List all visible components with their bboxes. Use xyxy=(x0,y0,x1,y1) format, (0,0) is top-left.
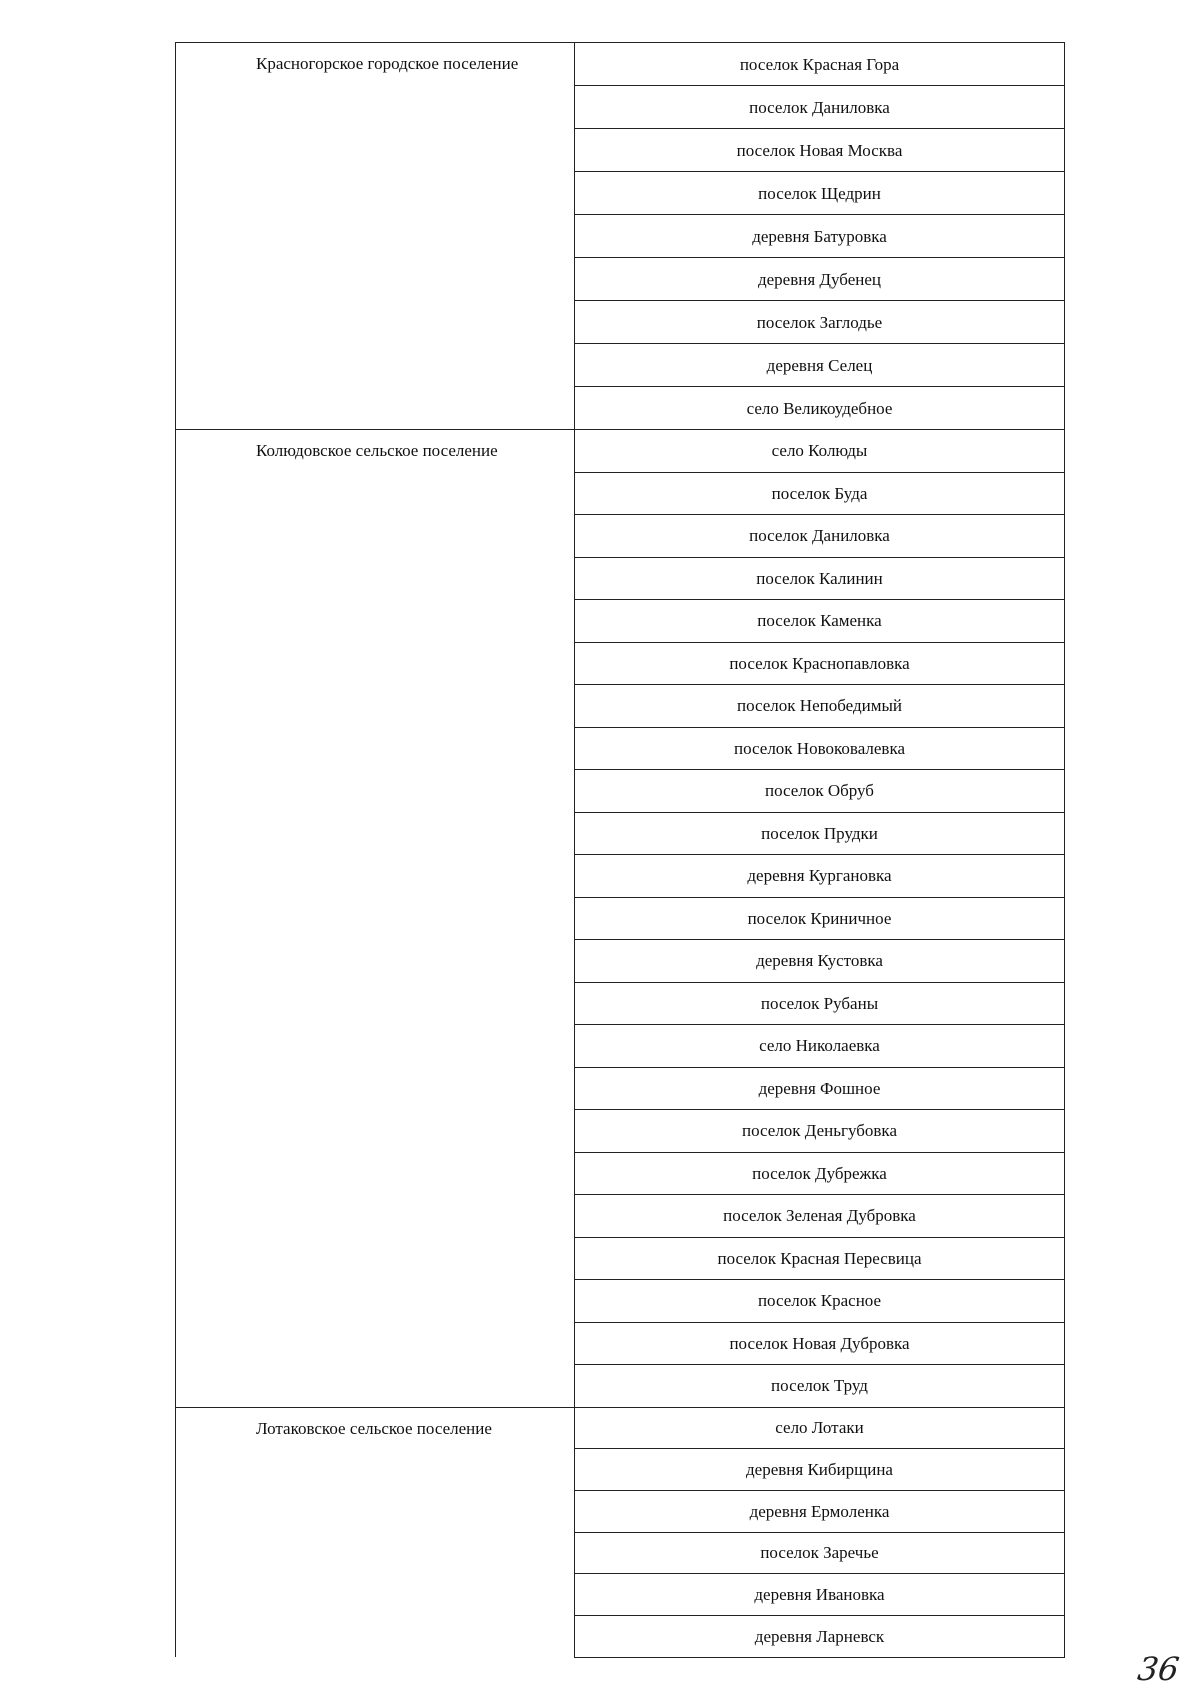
locality-cell: поселок Даниловка xyxy=(575,515,1065,558)
locality-cell: поселок Даниловка xyxy=(575,86,1065,129)
locality-cell: село Николаевка xyxy=(575,1025,1065,1068)
locality-cell: поселок Дубрежка xyxy=(575,1152,1065,1195)
table-row xyxy=(176,1407,1065,1449)
locality-cell: село Лотаки xyxy=(575,1407,1065,1449)
locality-cell: деревня Ивановка xyxy=(575,1574,1065,1616)
locality-cell: поселок Рубаны xyxy=(575,982,1065,1025)
settlements-table xyxy=(175,42,1065,1658)
settlement-name: Красногорское городское поселение xyxy=(176,43,575,430)
locality-cell: поселок Новая Москва xyxy=(575,129,1065,172)
locality-cell: поселок Деньгубовка xyxy=(575,1110,1065,1153)
locality-cell: деревня Ларневск xyxy=(575,1615,1065,1657)
locality-cell: поселок Щедрин xyxy=(575,172,1065,215)
locality-cell: деревня Ермоленка xyxy=(575,1490,1065,1532)
locality-cell: поселок Заречье xyxy=(575,1532,1065,1574)
locality-cell: поселок Зеленая Дубровка xyxy=(575,1195,1065,1238)
locality-cell: поселок Непобедимый xyxy=(575,685,1065,728)
locality-cell: поселок Красная Гора xyxy=(575,43,1065,86)
locality-cell: деревня Батуровка xyxy=(575,215,1065,258)
locality-cell: поселок Новая Дубровка xyxy=(575,1322,1065,1365)
locality-cell: деревня Кургановка xyxy=(575,855,1065,898)
locality-cell: поселок Криничное xyxy=(575,897,1065,940)
locality-cell: поселок Обруб xyxy=(575,770,1065,813)
locality-cell: деревня Кустовка xyxy=(575,940,1065,983)
settlement-name: Лотаковское сельское поселение xyxy=(176,1407,575,1657)
locality-cell: поселок Краснопавловка xyxy=(575,642,1065,685)
locality-cell: поселок Красная Пересвица xyxy=(575,1237,1065,1280)
locality-cell: поселок Новоковалевка xyxy=(575,727,1065,770)
locality-cell: поселок Буда xyxy=(575,472,1065,515)
settlement-name: Колюдовское сельское поселение xyxy=(176,430,575,1408)
locality-cell: село Великоудебное xyxy=(575,387,1065,430)
locality-cell: поселок Красное xyxy=(575,1280,1065,1323)
locality-cell: поселок Калинин xyxy=(575,557,1065,600)
table-body xyxy=(176,43,1065,1658)
locality-cell: деревня Селец xyxy=(575,344,1065,387)
locality-cell: поселок Каменка xyxy=(575,600,1065,643)
locality-cell: деревня Дубенец xyxy=(575,258,1065,301)
table-row xyxy=(176,43,1065,86)
locality-cell: поселок Прудки xyxy=(575,812,1065,855)
locality-cell: деревня Кибирщина xyxy=(575,1449,1065,1491)
locality-cell: село Колюды xyxy=(575,430,1065,473)
locality-cell: деревня Фошное xyxy=(575,1067,1065,1110)
locality-cell: поселок Заглодье xyxy=(575,301,1065,344)
table-row xyxy=(176,430,1065,473)
page-number: 36 xyxy=(1135,1650,1182,1688)
locality-cell: поселок Труд xyxy=(575,1365,1065,1408)
